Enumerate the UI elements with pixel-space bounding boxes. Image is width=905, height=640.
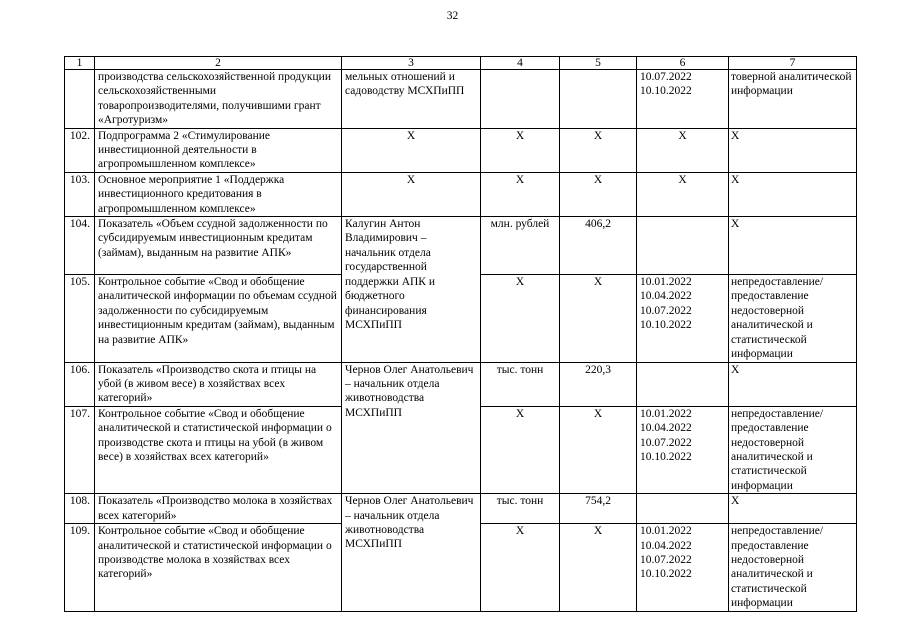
- dates: [637, 406, 729, 493]
- table-row: [65, 172, 857, 216]
- unit: Х: [481, 128, 560, 172]
- unit: Х: [481, 172, 560, 216]
- dates: [637, 275, 729, 362]
- executor: Чернов Олег Анатольевич – начальник отдела животноводства МСХПиПП: [342, 494, 481, 611]
- dates: [637, 362, 729, 406]
- column-header: 7: [729, 57, 857, 70]
- item-description: производства сельскохозяйственной продукции сельскохозяйственными товаропроизводителями, получившими грант «Агротуризм»: [95, 70, 342, 129]
- risk-description: непредоставление/ предоставление недостоверной аналитической и статистической информации: [729, 275, 857, 362]
- date: 10.07.2022: [640, 436, 692, 449]
- item-description: Показатель «Объем ссудной задолженности по субсидируемым инвестиционным кредитам (займам), выданным на развитие АПК»: [95, 217, 342, 275]
- value: Х: [560, 524, 637, 611]
- date: 10.07.2022: [640, 553, 692, 566]
- date: 10.04.2022: [640, 422, 692, 435]
- table-row: [65, 217, 857, 275]
- executor: Х: [342, 172, 481, 216]
- date: 10.04.2022: [640, 539, 692, 552]
- column-header: 2: [95, 57, 342, 70]
- risk-description: товерной аналитической информации: [729, 70, 857, 129]
- page-number: 32: [446, 10, 459, 22]
- column-header: 5: [560, 57, 637, 70]
- dates: Х: [637, 128, 729, 172]
- plan-table: [64, 56, 857, 612]
- unit: Х: [481, 406, 560, 493]
- column-header: 1: [65, 57, 95, 70]
- header-row: [65, 57, 857, 70]
- value: 220,3: [560, 362, 637, 406]
- date: 10.01.2022: [640, 525, 692, 538]
- executor: Калугин Антон Владимирович – начальник отдела государственной поддержки АПК и бюджетного финансирования МСХПиПП: [342, 217, 481, 362]
- dates: [637, 524, 729, 611]
- date: 10.10.2022: [640, 85, 692, 98]
- risk-description: Х: [729, 494, 857, 524]
- item-description: Контрольное событие «Свод и обобщение аналитической и статистической информации о производстве скота и птицы на убой (в живом весе) в хозяйствах всех категорий»: [95, 406, 342, 493]
- row-number: 105.: [65, 275, 95, 362]
- column-header: 6: [637, 57, 729, 70]
- date: 10.01.2022: [640, 276, 692, 289]
- date: 10.07.2022: [640, 71, 692, 83]
- unit: Х: [481, 275, 560, 362]
- risk-description: Х: [729, 172, 857, 216]
- risk-description: Х: [729, 128, 857, 172]
- row-number: 104.: [65, 217, 95, 275]
- executor: мельных отношений и садоводству МСХПиПП: [342, 70, 481, 129]
- unit: тыс. тонн: [481, 362, 560, 406]
- unit: тыс. тонн: [481, 494, 560, 524]
- date: 10.10.2022: [640, 568, 692, 581]
- value: Х: [560, 128, 637, 172]
- table-row: [65, 362, 857, 406]
- risk-description: Х: [729, 362, 857, 406]
- risk-description: непредоставление/ предоставление недостоверной аналитической и статистической информации: [729, 524, 857, 611]
- value: Х: [560, 172, 637, 216]
- item-description: Показатель «Производство молока в хозяйствах всех категорий»: [95, 494, 342, 524]
- value: Х: [560, 406, 637, 493]
- date: 10.04.2022: [640, 290, 692, 303]
- row-number: 108.: [65, 494, 95, 524]
- row-number: 103.: [65, 172, 95, 216]
- value: 406,2: [560, 217, 637, 275]
- column-header: 4: [481, 57, 560, 70]
- item-description: Подпрограмма 2 «Стимулирование инвестиционной деятельности в агропромышленном комплексе»: [95, 128, 342, 172]
- value: 754,2: [560, 494, 637, 524]
- dates: [637, 494, 729, 524]
- value: Х: [560, 275, 637, 362]
- date: 10.10.2022: [640, 450, 692, 463]
- date: 10.07.2022: [640, 304, 692, 317]
- dates: [637, 70, 729, 129]
- date: 10.10.2022: [640, 319, 692, 332]
- item-description: Контрольное событие «Свод и обобщение аналитической информации по объемам ссудной задолженности по субсидируемым инвестиционным кредитам (займам), выданным на развитие АПК»: [95, 275, 342, 362]
- executor: Чернов Олег Анатольевич – начальник отдела животноводства МСХПиПП: [342, 362, 481, 494]
- row-number: 102.: [65, 128, 95, 172]
- dates: Х: [637, 172, 729, 216]
- unit: Х: [481, 524, 560, 611]
- executor: Х: [342, 128, 481, 172]
- row-number: [65, 70, 95, 129]
- unit: [481, 70, 560, 129]
- table-row: [65, 70, 857, 129]
- table-row: [65, 128, 857, 172]
- value: [560, 70, 637, 129]
- date: 10.01.2022: [640, 407, 692, 420]
- unit: млн. рублей: [481, 217, 560, 275]
- item-description: Контрольное событие «Свод и обобщение аналитической и статистической информации о производстве молока в хозяйствах всех категорий»: [95, 524, 342, 611]
- column-header: 3: [342, 57, 481, 70]
- item-description: Показатель «Производство скота и птицы на убой (в живом весе) в хозяйствах всех категорий»: [95, 362, 342, 406]
- dates: [637, 217, 729, 275]
- risk-description: Х: [729, 217, 857, 275]
- item-description: Основное мероприятие 1 «Поддержка инвестиционного кредитования в агропромышленном комплексе»: [95, 172, 342, 216]
- table-row: [65, 494, 857, 524]
- risk-description: непредоставление/ предоставление недостоверной аналитической и статистической информации: [729, 406, 857, 493]
- row-number: 107.: [65, 406, 95, 493]
- row-number: 109.: [65, 524, 95, 611]
- row-number: 106.: [65, 362, 95, 406]
